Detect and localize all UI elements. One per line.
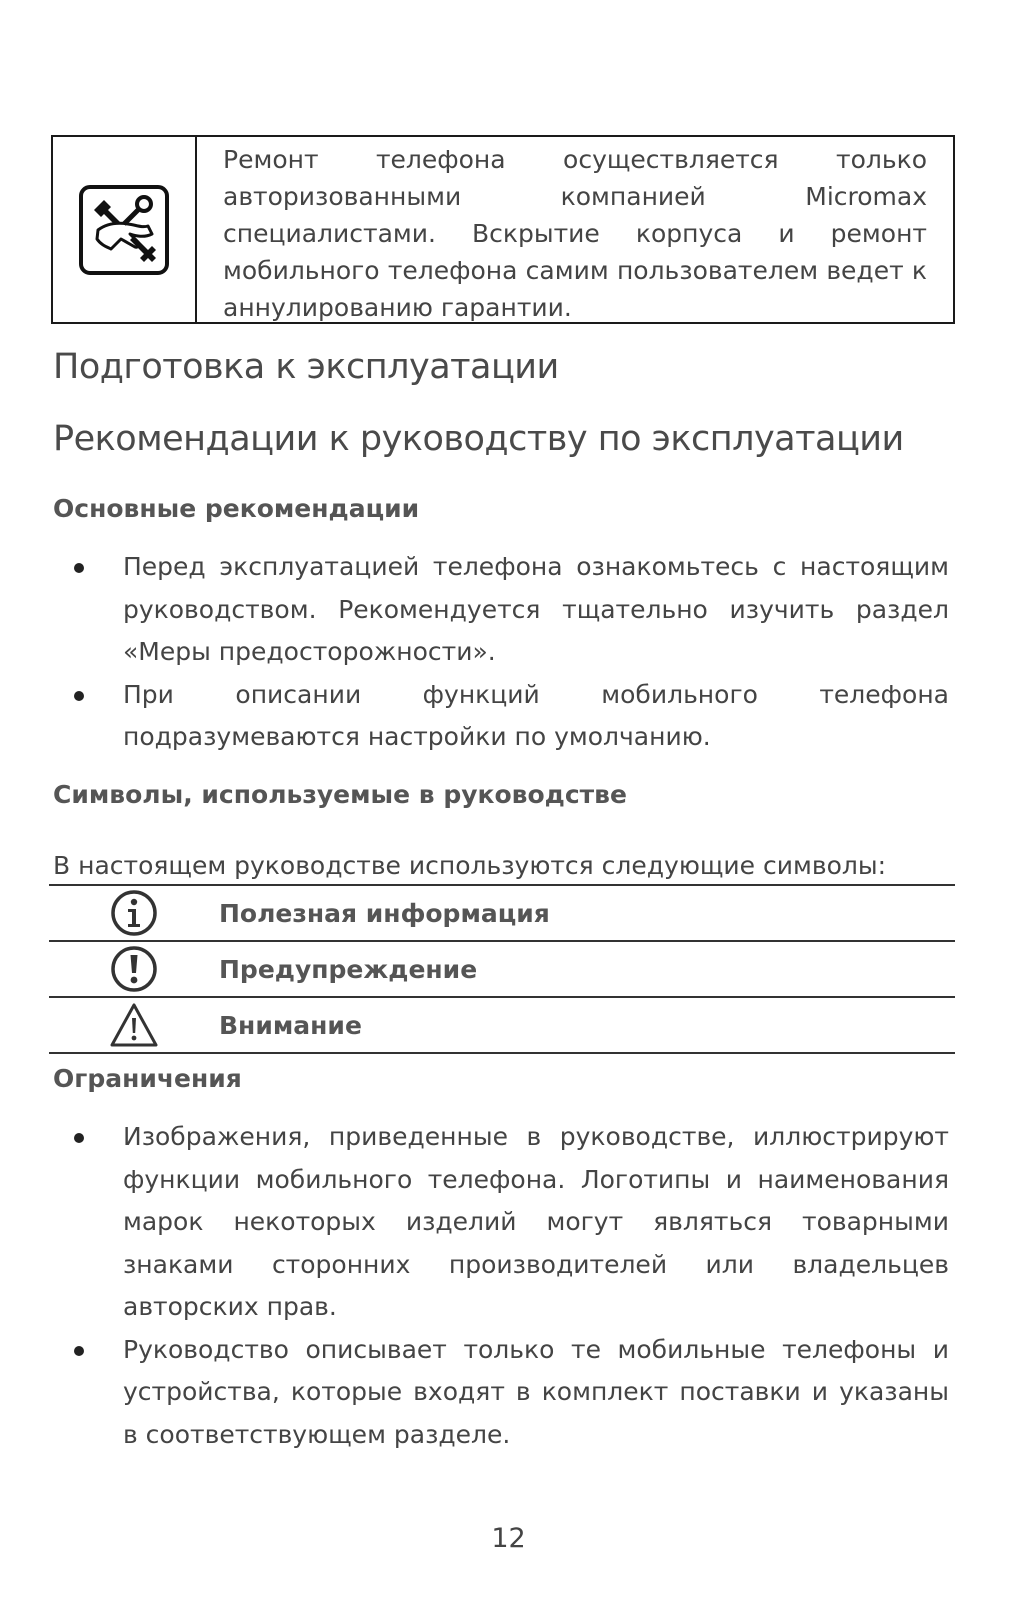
list-item-text: При описании функций мобильного телефона подразумеваются настройки по умолчанию. — [123, 679, 949, 751]
info-icon — [110, 889, 158, 937]
limits-list — [0, 1116, 1017, 1456]
table-row — [49, 884, 955, 940]
warning-icon-cell — [53, 137, 197, 322]
bullet-icon — [74, 1346, 84, 1356]
basic-recommendations-list — [0, 546, 1017, 759]
list-item-text: Перед эксплуатацией телефона ознакомьтесь с настоящим руководством. Рекомендуется тщательно изучить раздел «Меры предосторожности». — [123, 552, 949, 666]
exclamation-circle-icon — [110, 945, 158, 993]
page-number: 12 — [491, 1523, 526, 1554]
symbol-label: Предупреждение — [219, 954, 478, 984]
symbol-label: Внимание — [219, 1010, 362, 1040]
repair-hands-wrench-icon — [78, 184, 170, 276]
section-title-symbols: Символы, используемые в руководстве — [53, 780, 627, 809]
symbols-table — [49, 884, 955, 1054]
section-title-basic: Основные рекомендации — [53, 494, 420, 523]
warranty-warning-box — [51, 135, 955, 324]
bullet-icon — [74, 691, 84, 701]
list-item — [0, 1116, 1017, 1329]
heading-recommendations: Рекомендации к руководству по эксплуатации — [53, 419, 904, 459]
bullet-icon — [74, 563, 84, 573]
warning-triangle-icon — [109, 1001, 159, 1049]
list-item — [0, 674, 1017, 759]
symbols-intro: В настоящем руководстве используются следующие символы: — [53, 851, 887, 880]
symbol-label: Полезная информация — [219, 898, 550, 928]
warranty-warning-text: Ремонт телефона осуществляется только авторизованными компанией Micromax специалистами. Вскрытие корпуса и ремонт мобильного телефона самим пользователем ведет к аннулированию гарантии. — [223, 145, 927, 322]
table-row — [49, 996, 955, 1054]
list-item — [0, 1329, 1017, 1457]
list-item-text: Изображения, приведенные в руководстве, иллюстрируют функции мобильного телефона. Логотипы и наименования марок некоторых изделий могут являться товарными знаками сторонних производителей или владельцев авторских прав. — [123, 1122, 949, 1321]
heading-preparation: Подготовка к эксплуатации — [53, 347, 559, 387]
list-item-text: Руководство описывает только те мобильные телефоны и устройства, которые входят в комплект поставки и указаны в соответствующем разделе. — [123, 1334, 949, 1449]
table-row — [49, 940, 955, 996]
list-item — [0, 546, 1017, 674]
bullet-icon — [74, 1133, 84, 1143]
section-title-limits: Ограничения — [53, 1064, 242, 1093]
